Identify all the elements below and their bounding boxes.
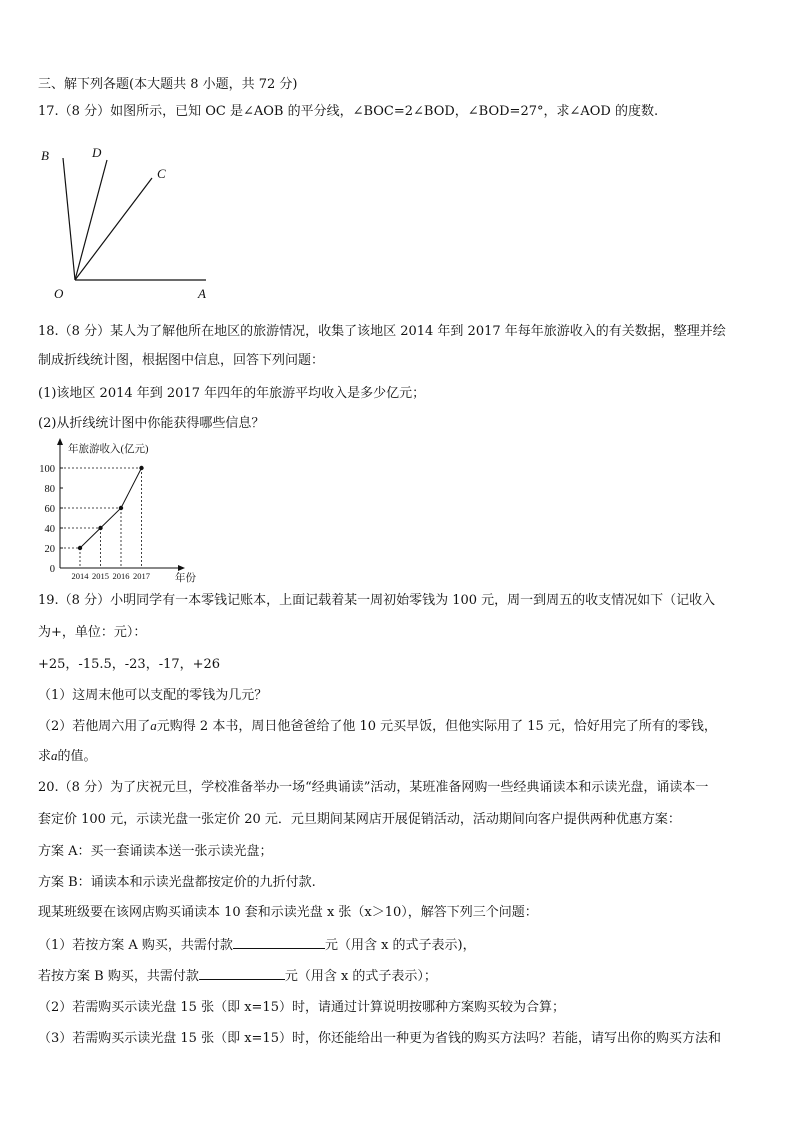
q17-angle-figure <box>34 142 234 302</box>
q20-sub1-text2: 元（用含 x 的式子表示)， <box>324 938 476 953</box>
x-tick-label: 2014 <box>71 571 89 581</box>
ray-OC <box>75 178 152 280</box>
y-tick-label: 80 <box>44 484 55 495</box>
q19-sub2-cont <box>38 747 97 766</box>
q18-line2: 制成折线统计图，根据图中信息，回答下列问题： <box>38 353 325 368</box>
q19-line2: 为+，单位：元）： <box>38 625 147 640</box>
label-O: O <box>54 286 64 301</box>
q19-sub2 <box>38 717 717 736</box>
label-A: A <box>198 286 206 301</box>
y-axis-arrow <box>57 438 63 445</box>
answer-blank-a[interactable] <box>233 935 325 949</box>
q20-plan-a: 方案 A：买一套诵读本送一张示读光盘； <box>38 844 273 859</box>
variable-a: a <box>150 718 157 733</box>
x-tick-label: 2017 <box>133 571 150 581</box>
q19-values: +25，-15.5，-23，-17，+26 <box>38 657 221 672</box>
label-D: D <box>92 145 102 160</box>
section-header: 三、解下列各题(本大题共 8 小题，共 72 分) <box>38 77 298 92</box>
x-axis-arrow <box>178 565 185 571</box>
q20-sub1-text3: 若按方案 B 购买，共需付款 <box>38 969 199 984</box>
q19-sub1: （1）这周末他可以支配的零钱为几元？ <box>38 688 268 703</box>
x-axis-label: 年份 <box>175 573 196 584</box>
q19-sub2-part3: 求 <box>38 749 52 764</box>
q20-sub1-b <box>38 966 437 986</box>
label-B: B <box>41 148 49 163</box>
q17-text: 17.（8 分）如图所示，已知 OC 是∠AOB 的平分线，∠BOC=2∠BOD，∠BOD=27°，求∠AOD 的度数. <box>38 104 659 119</box>
q19-line1: 19.（8 分）小明同学有一本零钱记账本，上面记载着某一周初始零钱为 100 元，周一到周五的收支情况如下（记收入 <box>38 593 716 608</box>
q20-line2: 套定价 100 元，示读光盘一张定价 20 元．元旦期间某网店开展促销活动，活动期间向客户提供两种优惠方案： <box>38 812 681 827</box>
q20-sub1-a <box>38 935 476 955</box>
q18-sub1: (1)该地区 2014 年到 2017 年四年的年旅游平均收入是多少亿元； <box>38 386 426 401</box>
q18-sub2: (2)从折线统计图中你能获得哪些信息？ <box>38 416 265 431</box>
q19-sub2-part1: （2）若他周六用了 <box>38 719 151 734</box>
y-axis-label: 年旅游收入(亿元) <box>68 444 149 455</box>
q20-plan-b: 方案 B：诵读本和示读光盘都按定价的九折付款. <box>38 875 316 890</box>
ray-OD <box>75 160 107 280</box>
tourism-income-line-chart <box>34 435 204 585</box>
data-point <box>139 466 143 470</box>
label-C: C <box>157 166 166 181</box>
y-tick-label: 40 <box>44 524 55 535</box>
q18-line1: 18.（8 分）某人为了解他所在地区的旅游情况，收集了该地区 2014 年到 2017 年每年旅游收入的有关数据，整理并绘 <box>38 324 726 339</box>
x-tick-label: 2015 <box>92 571 109 581</box>
q20-sub1-text1: （1）若按方案 A 购买，共需付款 <box>38 938 233 953</box>
y-tick-label: 0 <box>49 564 55 575</box>
answer-blank-b[interactable] <box>199 966 285 980</box>
y-tick-label: 20 <box>44 544 55 555</box>
q20-line3: 现某班级要在该网店购买诵读本 10 套和示读光盘 x 张（x＞10），解答下列三个问题： <box>38 905 538 920</box>
data-point <box>119 506 123 510</box>
data-point <box>98 526 102 530</box>
q20-sub1-text4: 元（用含 x 的式子表示）； <box>284 969 437 984</box>
q19-sub2-part4: 的值。 <box>57 749 97 764</box>
q20-sub3: （3）若需购买示读光盘 15 张（即 x=15）时，你还能给出一种更为省钱的购买方法吗？若能，请写出你的购买方法和 <box>38 1031 721 1046</box>
q19-sub2-part2: 元购得 2 本书，周日他爸爸给了他 10 元买早饭，但他实际用了 15 元，恰好用完了所有的零钱， <box>156 719 717 734</box>
ray-OB <box>63 158 75 280</box>
q20-sub2: （2）若需购买示读光盘 15 张（即 x=15）时，请通过计算说明按哪种方案购买较为合算； <box>38 1000 565 1015</box>
variable-a: a <box>51 748 58 763</box>
y-tick-label: 60 <box>44 504 55 515</box>
y-tick-label: 100 <box>39 464 55 475</box>
q20-line1: 20.（8 分）为了庆祝元旦，学校准备举办一场“经典诵读”活动，某班准备网购一些经典诵读本和示读光盘，诵读本一 <box>38 780 709 795</box>
data-point <box>78 546 82 550</box>
x-tick-label: 2016 <box>112 571 130 581</box>
